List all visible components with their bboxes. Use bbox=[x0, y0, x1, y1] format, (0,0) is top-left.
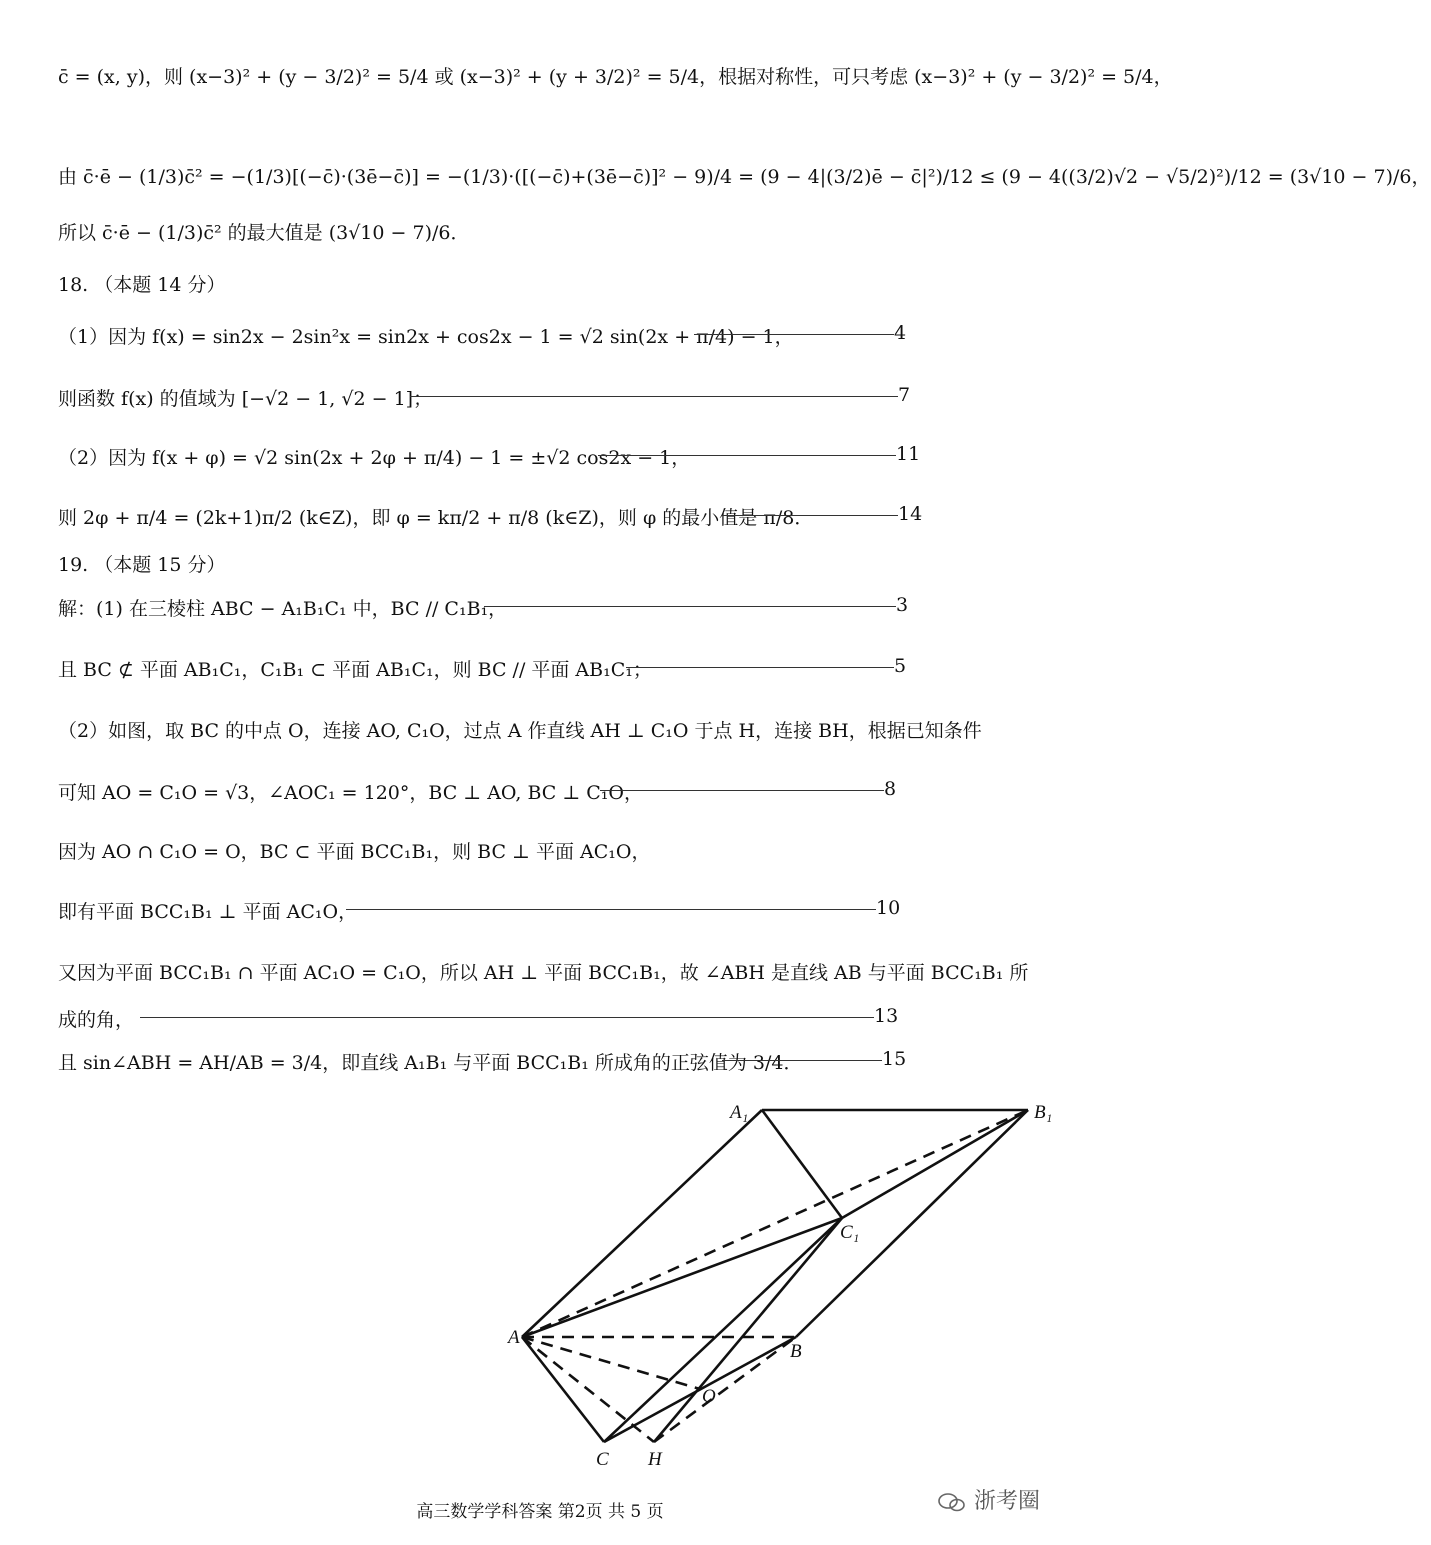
score-14: 14 bbox=[898, 503, 923, 525]
label-b: B bbox=[790, 1341, 802, 1362]
prism-figure bbox=[500, 1090, 1060, 1480]
wechat-icon bbox=[937, 1491, 967, 1513]
edge-a1-c1 bbox=[762, 1110, 842, 1218]
label-h: H bbox=[648, 1449, 662, 1470]
score-rule-13 bbox=[140, 1005, 898, 1027]
score-rule-11 bbox=[598, 443, 920, 465]
score-dash bbox=[600, 790, 884, 791]
p19-angle-line: 成的角， bbox=[58, 1009, 135, 1031]
score-dash bbox=[722, 515, 898, 516]
dash-h-b bbox=[654, 1337, 796, 1442]
score-15: 15 bbox=[882, 1048, 907, 1070]
score-rule-8 bbox=[600, 778, 896, 800]
score-5: 5 bbox=[894, 655, 907, 677]
score-dash bbox=[484, 606, 896, 607]
label-c: C bbox=[596, 1449, 609, 1470]
p18-part2-line: （2）因为 f(x + φ) = √2 sin(2x + 2φ + π/4) − 1 = ±√2 cos2x − 1， bbox=[58, 447, 691, 469]
p19-plane-perp-line: 即有平面 BCC₁B₁ ⊥ 平面 AC₁O， bbox=[58, 901, 358, 923]
p19-part2-line: （2）如图，取 BC 的中点 O，连接 AO, C₁O，过点 A 作直线 AH ⊥ C₁O 于点 H，连接 BH，根据已知条件 bbox=[58, 720, 982, 742]
line-vector-c: c̄ = (x, y)，则 (x−3)² + (y − 3/2)² = 5/4 或 (x−3)² + (y + 3/2)² = 5/4，根据对称性，可只考虑 (x−3)² + (y − 3/2)² = 5/4， bbox=[58, 66, 1173, 88]
score-dash bbox=[346, 909, 876, 910]
score-dash bbox=[722, 1060, 882, 1061]
problem-18-heading: 18. （本题 14 分） bbox=[58, 274, 226, 296]
edge-a-c bbox=[522, 1337, 604, 1442]
p18-phi-line: 则 2φ + π/4 = (2k+1)π/2 (k∈Z)，即 φ = kπ/2 + π/8 (k∈Z)，则 φ 的最小值是 π/8． bbox=[58, 507, 814, 529]
p18-range-line: 则函数 f(x) 的值域为 [−√2 − 1, √2 − 1]； bbox=[58, 388, 433, 410]
p19-known-line: 可知 AO = C₁O = √3，∠AOC₁ = 120°，BC ⊥ AO, BC ⊥ C₁O， bbox=[58, 782, 643, 804]
score-rule-7 bbox=[410, 384, 910, 406]
p19-sine-line: 且 sin∠ABH = AH/AB = 3/4，即直线 A₁B₁ 与平面 BCC₁B₁ 所成角的正弦值为 3/4． bbox=[58, 1052, 803, 1074]
dash-a-o bbox=[522, 1337, 700, 1389]
p19-perp-line: 因为 AO ∩ C₁O = O，BC ⊂ 平面 BCC₁B₁，则 BC ⊥ 平面 AC₁O， bbox=[58, 841, 651, 863]
dashed-edges bbox=[522, 1110, 1028, 1442]
page-footer: 高三数学学科答案 第2页 共 5 页 bbox=[416, 1502, 664, 1522]
label-c1: C₁ bbox=[840, 1222, 860, 1243]
watermark bbox=[937, 1484, 1040, 1515]
label-a1: A₁ bbox=[730, 1102, 749, 1123]
label-a: A bbox=[508, 1327, 520, 1348]
watermark-text: 浙考圈 bbox=[973, 1489, 1040, 1514]
dash-a-b1 bbox=[522, 1110, 1028, 1337]
line-derivation: 由 c̄·ē − (1/3)c̄² = −(1/3)[(−c̄)·(3ē−c̄)] = −(1/3)·([(−c̄)+(3ē−c̄)]² − 9)/4 = (9 − 4|(3/2)ē − c̄|²)/12 ≤ (9 − 4((3/2)√2 − √5/2)²)/12 = (3√10 − 7)/6， bbox=[58, 166, 1431, 188]
edge-c1-c bbox=[604, 1218, 842, 1442]
score-rule-14 bbox=[722, 503, 922, 525]
label-o: O bbox=[702, 1386, 716, 1407]
score-rule-10 bbox=[346, 897, 900, 919]
score-dash bbox=[626, 667, 894, 668]
edge-a1-a bbox=[522, 1110, 762, 1337]
score-rule-4 bbox=[694, 322, 906, 344]
label-b1: B₁ bbox=[1034, 1102, 1053, 1123]
problem-19-heading: 19. （本题 15 分） bbox=[58, 554, 226, 576]
score-13: 13 bbox=[874, 1005, 899, 1027]
vertex-labels bbox=[506, 1102, 1052, 1470]
dash-a-h bbox=[522, 1337, 654, 1442]
score-rule-5 bbox=[626, 655, 906, 677]
score-dash bbox=[694, 334, 894, 335]
score-dash bbox=[140, 1017, 874, 1018]
p19-parallel-line: 且 BC ⊄ 平面 AB₁C₁，C₁B₁ ⊂ 平面 AB₁C₁，则 BC // 平面 AB₁C₁； bbox=[58, 659, 652, 681]
p18-part1-text: （1）因为 f(x) = sin2x − 2sin²x = sin2x + cos2x − 1 = √2 sin(2x + π/4) − 1， bbox=[58, 326, 794, 348]
score-rule-15 bbox=[722, 1048, 906, 1070]
score-4: 4 bbox=[894, 322, 907, 344]
score-11: 11 bbox=[896, 443, 921, 465]
solid-edges bbox=[522, 1110, 1028, 1442]
score-8: 8 bbox=[884, 778, 897, 800]
p19-intersection-line: 又因为平面 BCC₁B₁ ∩ 平面 AC₁O = C₁O，所以 AH ⊥ 平面 BCC₁B₁，故 ∠ABH 是直线 AB 与平面 BCC₁B₁ 所 bbox=[58, 962, 1029, 984]
score-3: 3 bbox=[896, 594, 909, 616]
edge-a-c1 bbox=[522, 1218, 842, 1337]
score-7: 7 bbox=[898, 384, 911, 406]
score-dash bbox=[410, 396, 898, 397]
score-10: 10 bbox=[876, 897, 901, 919]
line-max-value: 所以 c̄·ē − (1/3)c̄² 的最大值是 (3√10 − 7)/6． bbox=[58, 222, 470, 244]
score-rule-3 bbox=[484, 594, 908, 616]
score-dash bbox=[598, 455, 896, 456]
p19-part1-line: 解：(1) 在三棱柱 ABC − A₁B₁C₁ 中，BC // C₁B₁， bbox=[58, 598, 508, 620]
